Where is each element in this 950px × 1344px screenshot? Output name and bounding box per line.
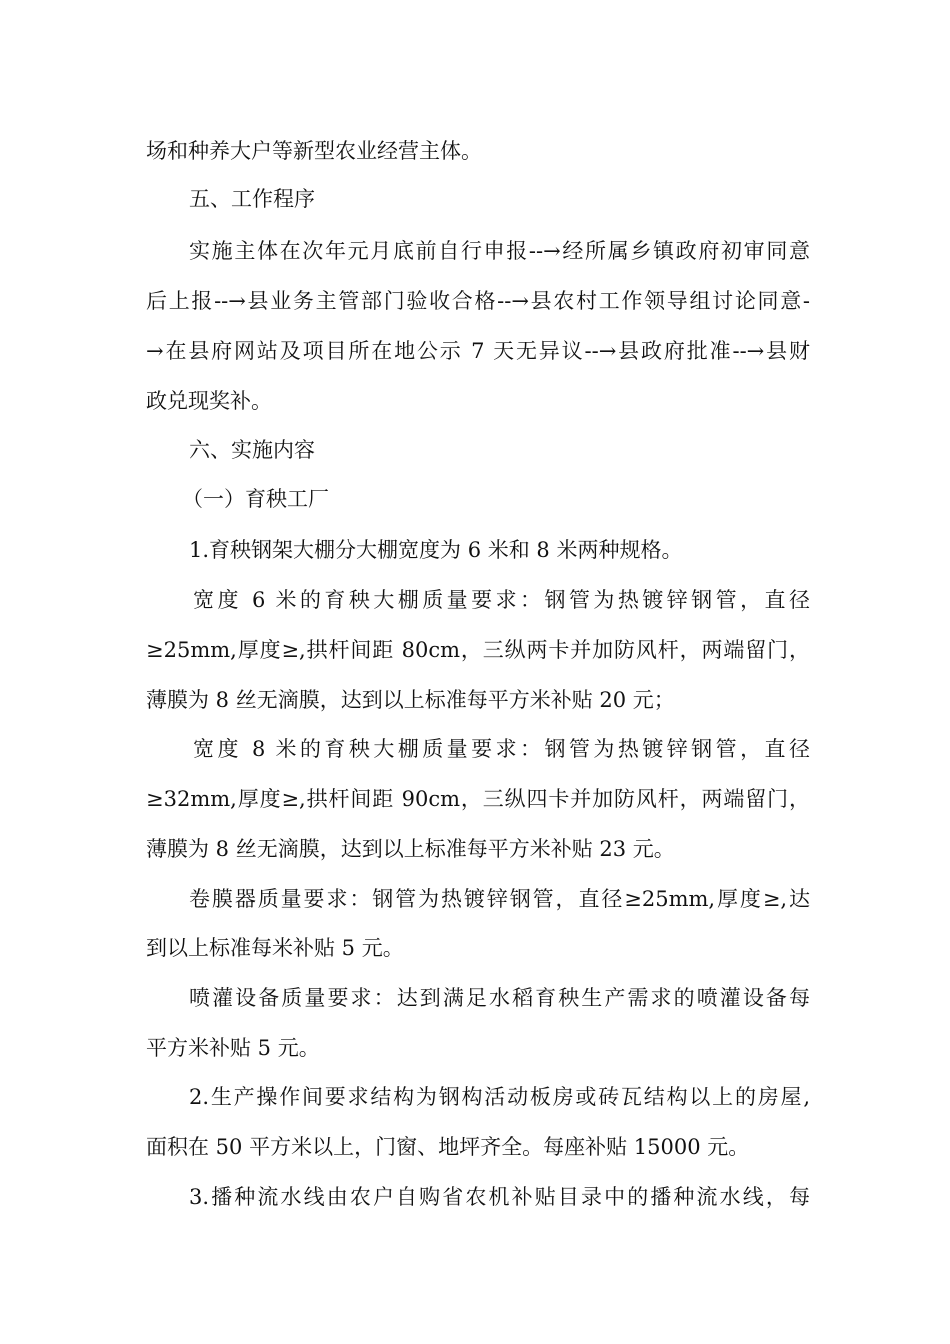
paragraph-line: 2.生产操作间要求结构为钢构活动板房或砖瓦结构以上的房屋, bbox=[189, 1085, 810, 1109]
paragraph-line: 到以上标准每米补贴 5 元。 bbox=[146, 936, 404, 960]
paragraph-line: 面积在 50 平方米以上，门窗、地坪齐全。每座补贴 15000 元。 bbox=[146, 1135, 750, 1159]
section-heading: 六、实施内容 bbox=[189, 438, 315, 462]
paragraph-line: →在县府网站及项目所在地公示 7 天无异议--→县政府批准--→县财 bbox=[146, 339, 810, 363]
paragraph-line: 喷灌设备质量要求：达到满足水稻育秧生产需求的喷灌设备每 bbox=[189, 986, 810, 1010]
paragraph-line: 薄膜为 8 丝无滴膜，达到以上标准每平方米补贴 23 元。 bbox=[146, 837, 675, 861]
paragraph-line: 1.育秧钢架大棚分大棚宽度为 6 米和 8 米两种规格。 bbox=[189, 538, 683, 562]
section-heading: 五、工作程序 bbox=[189, 187, 315, 211]
paragraph-line: 后上报--→县业务主管部门验收合格--→县农村工作领导组讨论同意- bbox=[146, 289, 810, 313]
paragraph-line: 实施主体在次年元月底前自行申报--→经所属乡镇政府初审同意 bbox=[189, 239, 810, 263]
paragraph-line: 卷膜器质量要求：钢管为热镀锌钢管，直径≥25mm,厚度≥,达 bbox=[189, 887, 810, 911]
paragraph-line: 薄膜为 8 丝无滴膜，达到以上标准每平方米补贴 20 元； bbox=[146, 688, 675, 712]
paragraph-line: 场和种养大户等新型农业经营主体。 bbox=[146, 139, 482, 163]
paragraph-line: 政兑现奖补。 bbox=[146, 389, 272, 413]
paragraph-line: 平方米补贴 5 元。 bbox=[146, 1036, 320, 1060]
paragraph-line: ≥25mm,厚度≥,拱杆间距 80cm，三纵两卡并加防风杆，两端留门， bbox=[146, 638, 810, 662]
paragraph-line: 宽度 8 米的育秧大棚质量要求：钢管为热镀锌钢管，直径 bbox=[193, 737, 810, 761]
subsection-heading: （一）育秧工厂 bbox=[182, 487, 329, 511]
paragraph-line: 3.播种流水线由农户自购省农机补贴目录中的播种流水线，每 bbox=[189, 1185, 810, 1209]
paragraph-line: ≥32mm,厚度≥,拱杆间距 90cm，三纵四卡并加防风杆，两端留门， bbox=[146, 787, 810, 811]
paragraph-line: 宽度 6 米的育秧大棚质量要求：钢管为热镀锌钢管，直径 bbox=[193, 588, 810, 612]
